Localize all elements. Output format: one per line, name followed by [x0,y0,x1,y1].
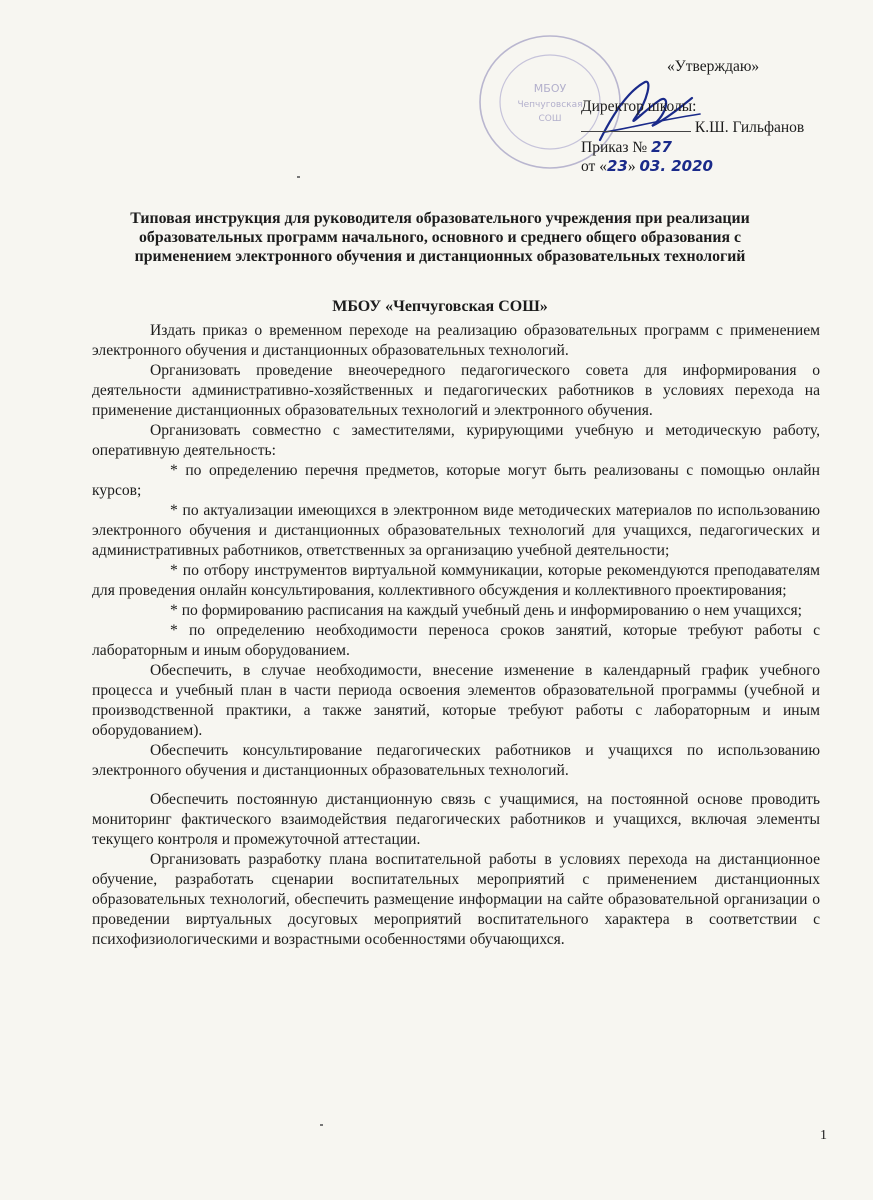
order-line [581,137,672,158]
order-label: Приказ № [581,139,648,156]
bullet-item: * по актуализации имеющихся в электронном виде методических материалов по использованию электронного обучения и дистанционных образовательных технологий для учащихся, педагогических и административных работников, ответственных за организацию учебной деятельности; [92,502,820,559]
bullet-item: * по определению перечня предметов, которые могут быть реализованы с помощью онлайн курсов; [92,462,820,499]
document-body [92,321,820,950]
date-rest: 03. 2020 [639,157,713,175]
bullet-item: * по формированию расписания на каждый учебный день и информированию о нем учащихся; [170,602,803,619]
paragraph: Организовать проведение внеочередного педагогического совета для информирования о деятельности административно-хозяйственных и педагогических работников в условиях перехода на применение дистанционных образовательных технологий и электронного обучения. [92,362,820,419]
signature-blank [581,116,691,132]
document-title: Типовая инструкция для руководителя образовательного учреждения при реализации образовательных программ начального, основного и среднего общего образования с применением электронного обучения и дистанционных образовательных технологий [130,210,750,265]
stamp-text-bot: СОШ [538,114,562,124]
signature-line [581,116,804,138]
date-separator: » [627,158,636,175]
stamp-text-top: МБОУ [533,82,567,95]
paragraph: Организовать совместно с заместителями, курирующими учебную и методическую работу, оперативную деятельность: [92,422,820,459]
paragraph: Обеспечить, в случае необходимости, внесение изменение в календарный график учебного процесса и учебный план в части периода освоения элементов образовательной программы (учебной и производственной практики, а также занятий, которые требуют работы с лабораторным и иным оборудованием). [92,662,820,739]
page-number: 1 [820,1128,827,1143]
paragraph: Издать приказ о временном переходе на реализацию образовательных программ с применением электронного обучения и дистанционных образовательных технологий. [92,322,820,359]
date-prefix: от « [581,158,607,175]
date-day: 23 [606,157,628,175]
scan-speck [320,1124,323,1126]
scan-speck [297,176,300,178]
approve-label: «Утверждаю» [667,58,760,75]
school-name: МБОУ «Чепчуговская СОШ» [332,298,548,315]
order-number: 27 [651,138,672,156]
paragraph: Организовать разработку плана воспитательной работы в условиях перехода на дистанционное обучение, разработать сценарии воспитательных мероприятий с применением дистанционных образовательных технологий, обеспечить размещение информации на сайте образовательной организации о проведении виртуальных досуговых мероприятий воспитательного характера в соответствии с психофизиологическими и возрастными особенностями обучающихся. [92,851,820,948]
signer-name: К.Ш. Гильфанов [694,119,805,136]
stamp-text-mid: Чепчуговская [517,100,583,110]
bullet-item: * по определению необходимости переноса сроков занятий, которые требуют работы с лабораторным и иным оборудованием. [92,622,820,659]
date-line [581,156,713,177]
director-label: Директор школы: [581,98,697,115]
paragraph: Обеспечить консультирование педагогических работников и учащихся по использованию электронного обучения и дистанционных образовательных технологий. [92,742,820,779]
bullet-item: * по отбору инструментов виртуальной коммуникации, которые рекомендуются преподавателям для проведения онлайн консультирования, коллективного обсуждения и коллективного проектирования; [92,562,820,599]
paragraph: Обеспечить постоянную дистанционную связь с учащимися, на постоянной основе проводить мониторинг фактического взаимодействия педагогических работников и учащихся, включая элементы текущего контроля и промежуточной аттестации. [92,791,820,848]
